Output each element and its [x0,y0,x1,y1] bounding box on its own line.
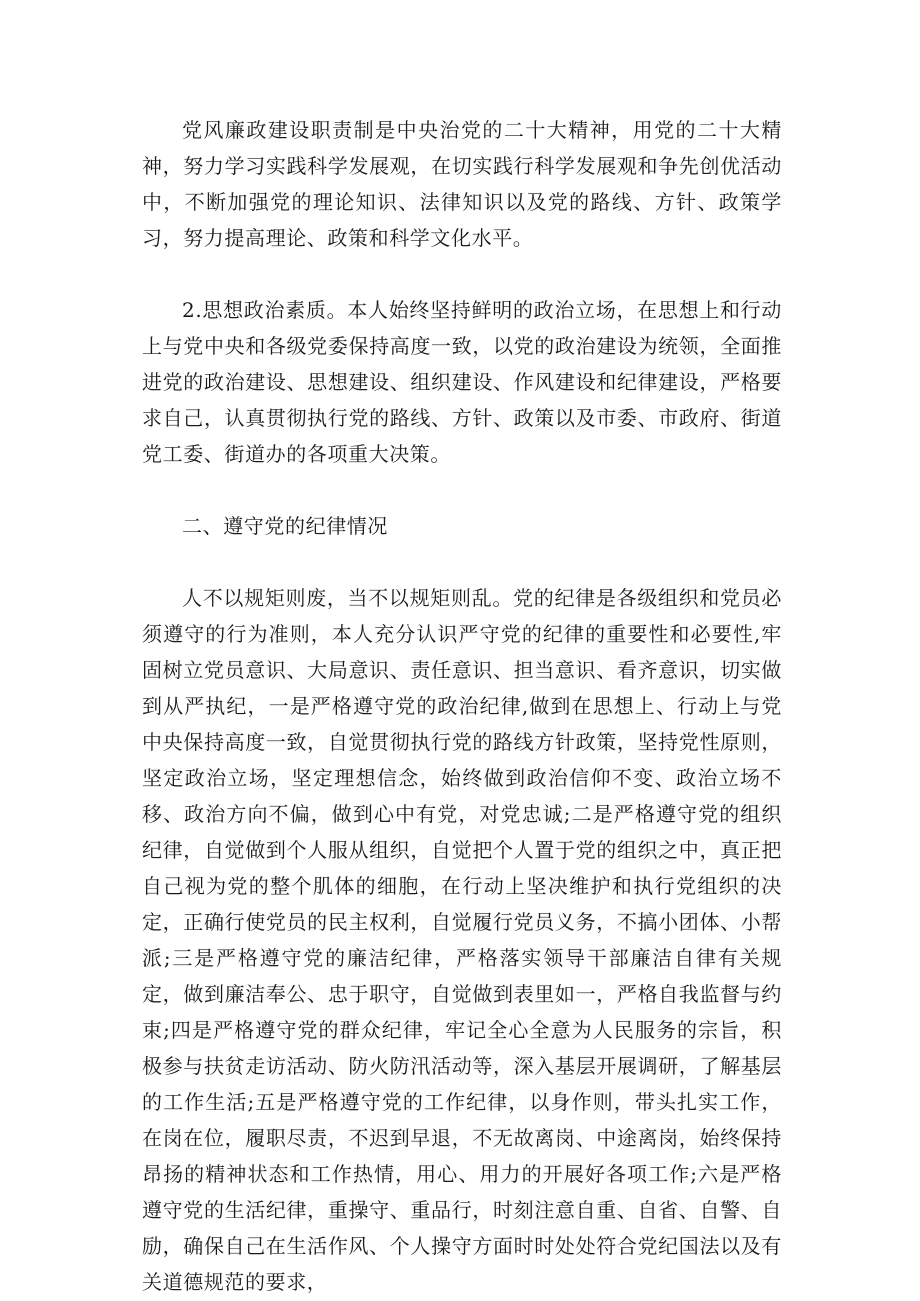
paragraph-party-conduct-responsibility: 党风廉政建设职责制是中央治党的二十大精神，用党的二十大精神，努力学习实践科学发展观，在切实践行科学发展观和争先创优活动中，不断加强党的理论知识、法律知识以及党的路线、方针、政策学习，努力提高理论、政策和科学文化水平。 [142,118,782,250]
section-heading-party-discipline: 二、遵守党的纪律情况 [182,514,388,538]
paragraph-political-quality: 2.思想政治素质。本人始终坚持鲜明的政治立场，在思想上和行动上与党中央和各级党委保持高度一致，以党的政治建设为统领，全面推进党的政治建设、思想建设、组织建设、作风建设和纪律建设，严格要求自己，认真贯彻执行党的路线、方针、政策以及市委、市政府、街道党工委、街道办的各项重大决策。 [142,298,782,466]
paragraph-party-discipline: 人不以规矩则废，当不以规矩则乱。党的纪律是各级组织和党员必须遵守的行为准则，本人充分认识严守党的纪律的重要性和必要性,牢固树立党员意识、大局意识、责任意识、担当意识、看齐意识，切实做到从严执纪，一是严格遵守党的政治纪律,做到在思想上、行动上与党中央保持高度一致，自觉贯彻执行党的路线方针政策，坚持党性原则，坚定政治立场，坚定理想信念，始终做到政治信仰不变、政治立场不移、政治方向不偏，做到心中有党，对党忠诚;二是严格遵守党的组织纪律，自觉做到个人服从组织，自觉把个人置于党的组织之中，真正把自己视为党的整个肌体的细胞，在行动上坚决维护和执行党组织的决定，正确行使党员的民主权利，自觉履行党员义务，不搞小团体、小帮派;三是严格遵守党的廉洁纪律，严格落实领导干部廉洁自律有关规定，做到廉洁奉公、忠于职守，自觉做到表里如一，严格自我监督与约束;四是严格遵守党的群众纪律，牢记全心全意为人民服务的宗旨，积极参与扶贫走访活动、防火防汛活动等，深入基层开展调研，了解基层的工作生活;五是严格遵守党的工作纪律，以身作则，带头扎实工作，在岗在位，履职尽责，不迟到早退，不无故离岗、中途离岗，始终保持昂扬的精神状态和工作热情，用心、用力的开展好各项工作;六是严格遵守党的生活纪律，重操守、重品行，时刻注意自重、自省、自警、自励，确保自己在生活作风、个人操守方面时时处处符合党纪国法以及有关道德规范的要求， [142,586,782,1294]
document-body [142,112,782,1300]
